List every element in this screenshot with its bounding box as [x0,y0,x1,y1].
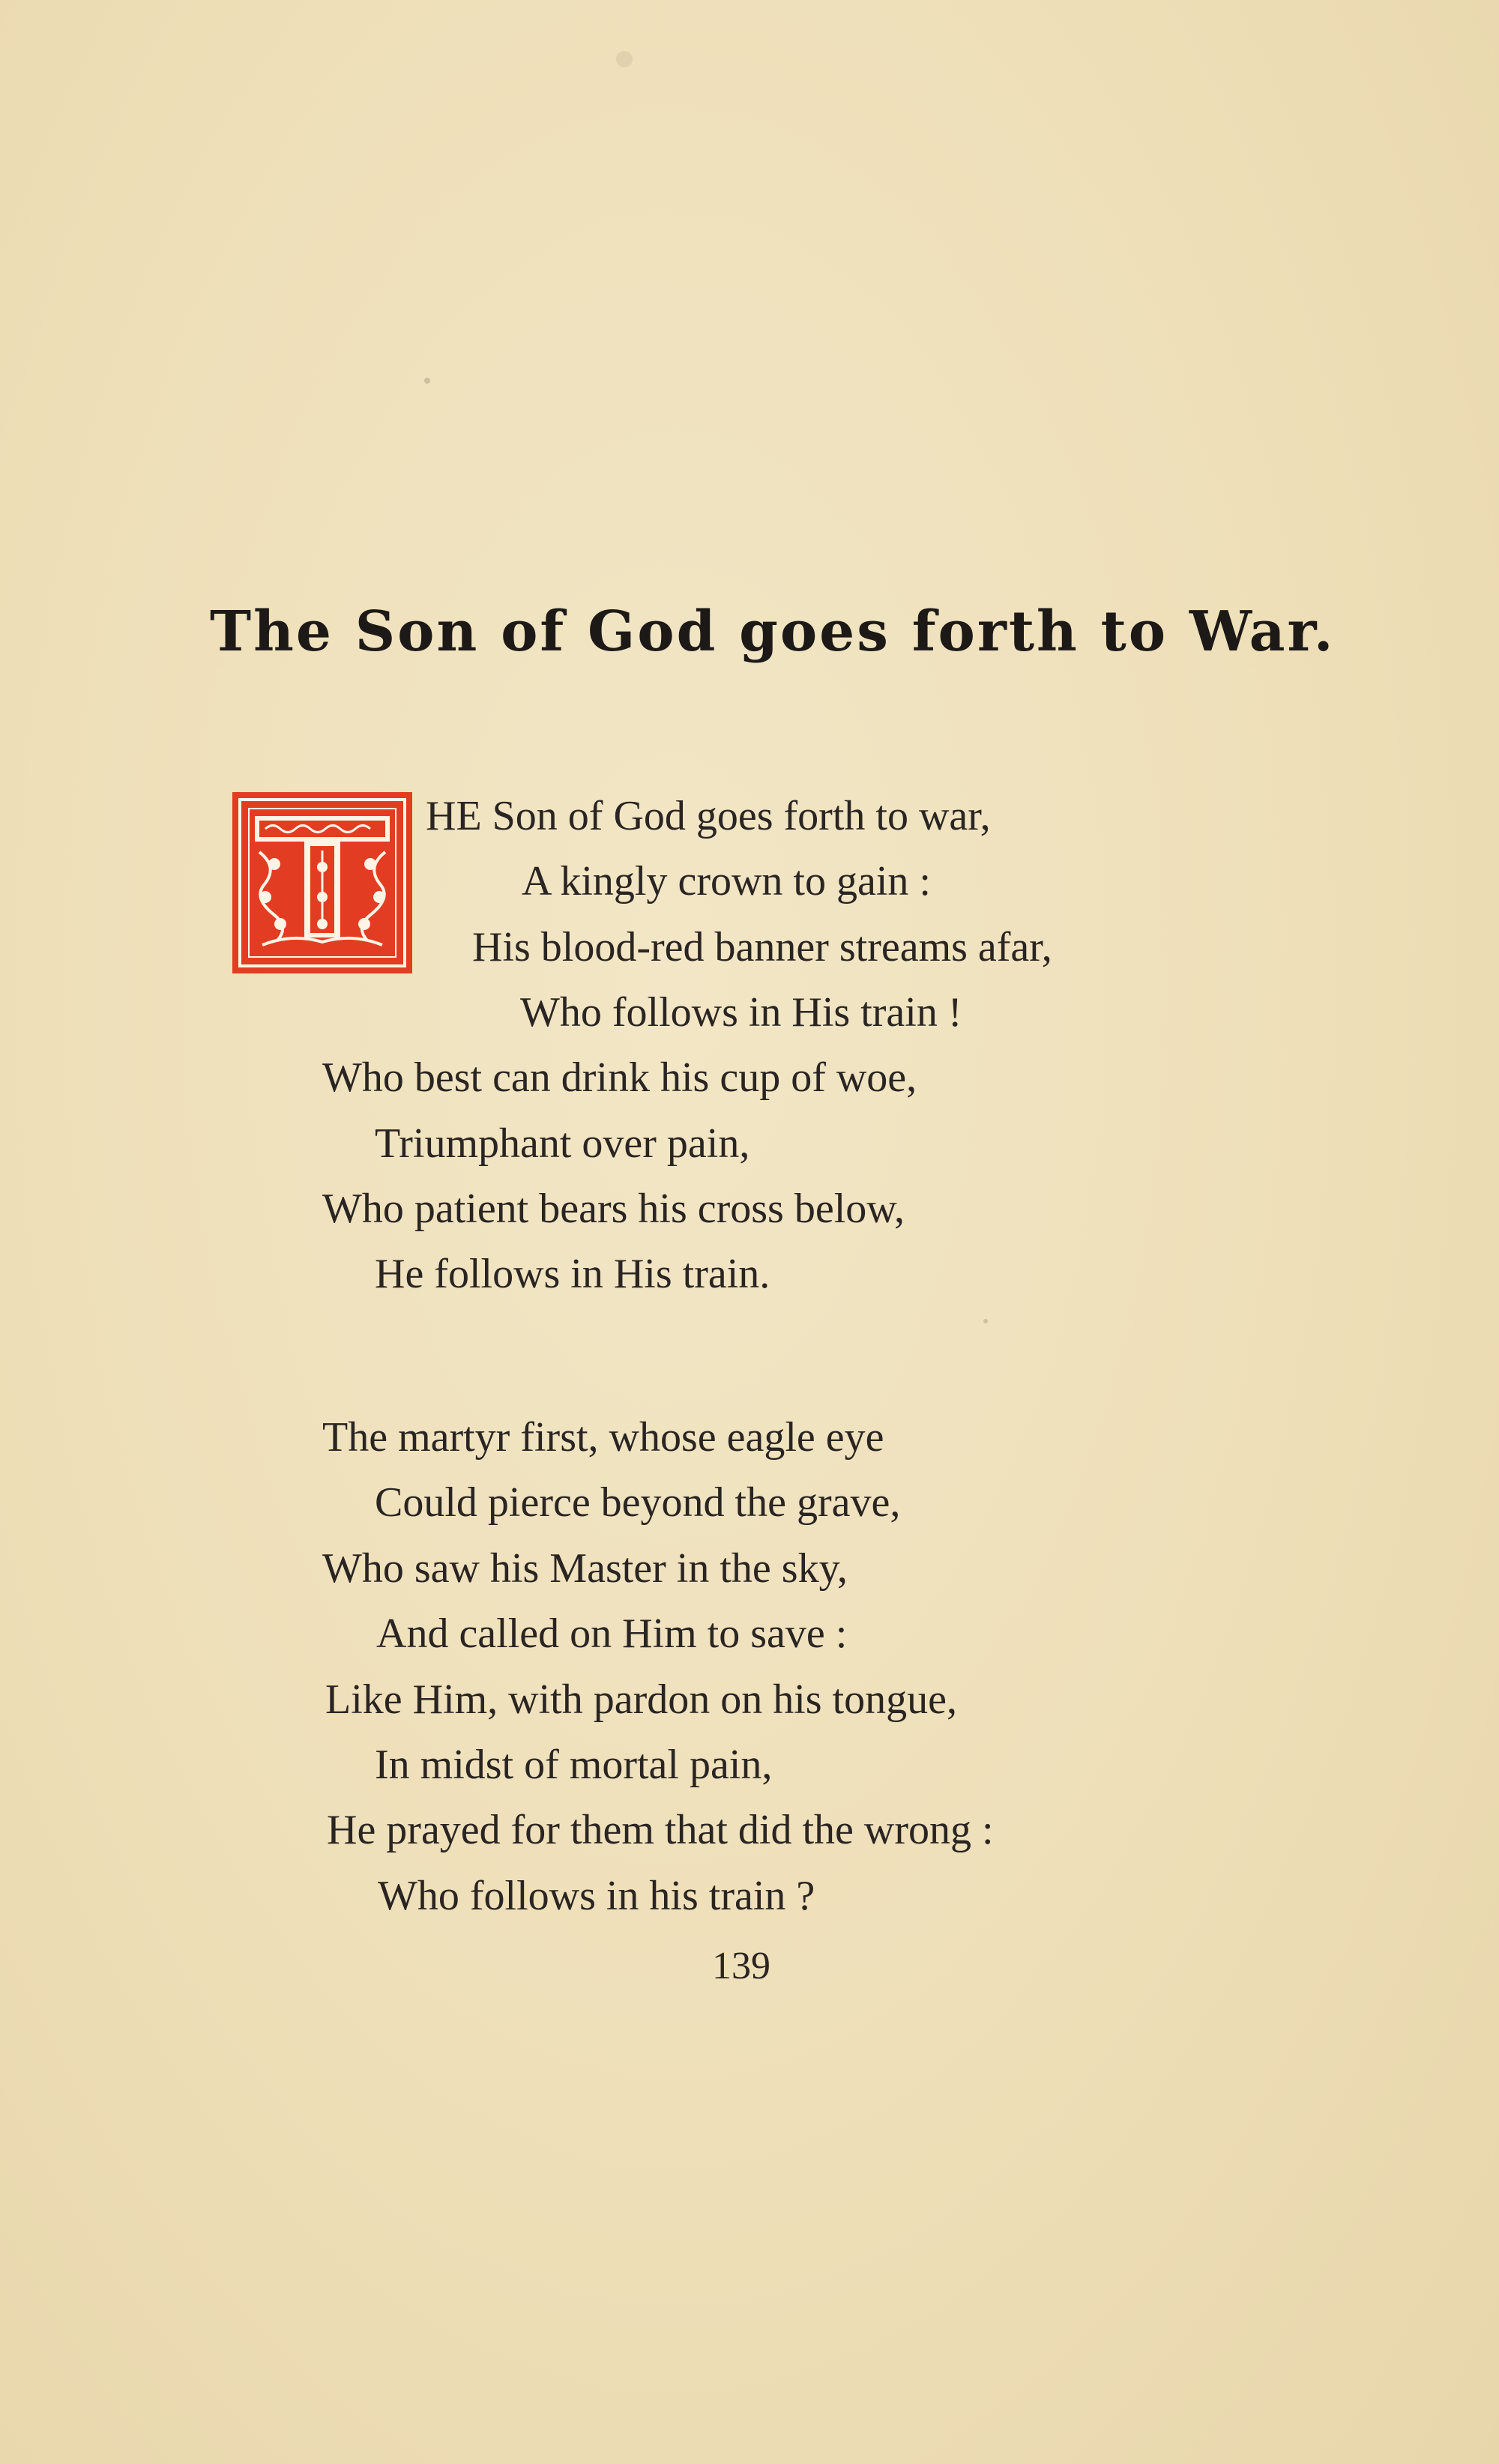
stanza-2-line-2: Could pierce beyond the grave, [375,1479,901,1526]
paper-speck [983,1319,988,1323]
stanza-2-line-4: And called on Him to save : [376,1610,848,1657]
stanza-2-line-5: Like Him, with pardon on his tongue, [325,1676,958,1723]
stanza-1-line-7: Who patient bears his cross below, [322,1186,905,1232]
stanza-2-line-3: Who saw his Master in the sky, [322,1545,848,1592]
stanza-2-line-6: In midst of mortal pain, [375,1742,773,1788]
stanza-1-line-3: His blood-red banner streams afar, [472,924,1052,970]
paper-speck [616,51,633,67]
stanza-1-line-2: A kingly crown to gain : [522,858,931,905]
stanza-2-line-1: The martyr first, whose eagle eye [322,1414,884,1461]
stanza-2-line-8: Who follows in his train ? [378,1873,815,1919]
stanza-1-line-5: Who best can drink his cup of woe, [322,1054,917,1101]
stanza-2-line-7: He prayed for them that did the wrong : [327,1807,994,1853]
poem-title: The Son of God goes forth to War. [210,600,1336,664]
stanza-1-line-1: HE Son of God goes forth to war, [426,793,991,839]
page-number: 139 [712,1945,770,1987]
stanza-1-line-8: He follows in His train. [375,1251,770,1297]
decorated-letter-t-icon [232,792,412,973]
stanza-1-line-6: Triumphant over pain, [375,1120,750,1167]
paper-speck [424,378,430,384]
illuminated-initial-t [232,792,412,973]
stanza-1-line-4: Who follows in His train ! [520,989,962,1036]
